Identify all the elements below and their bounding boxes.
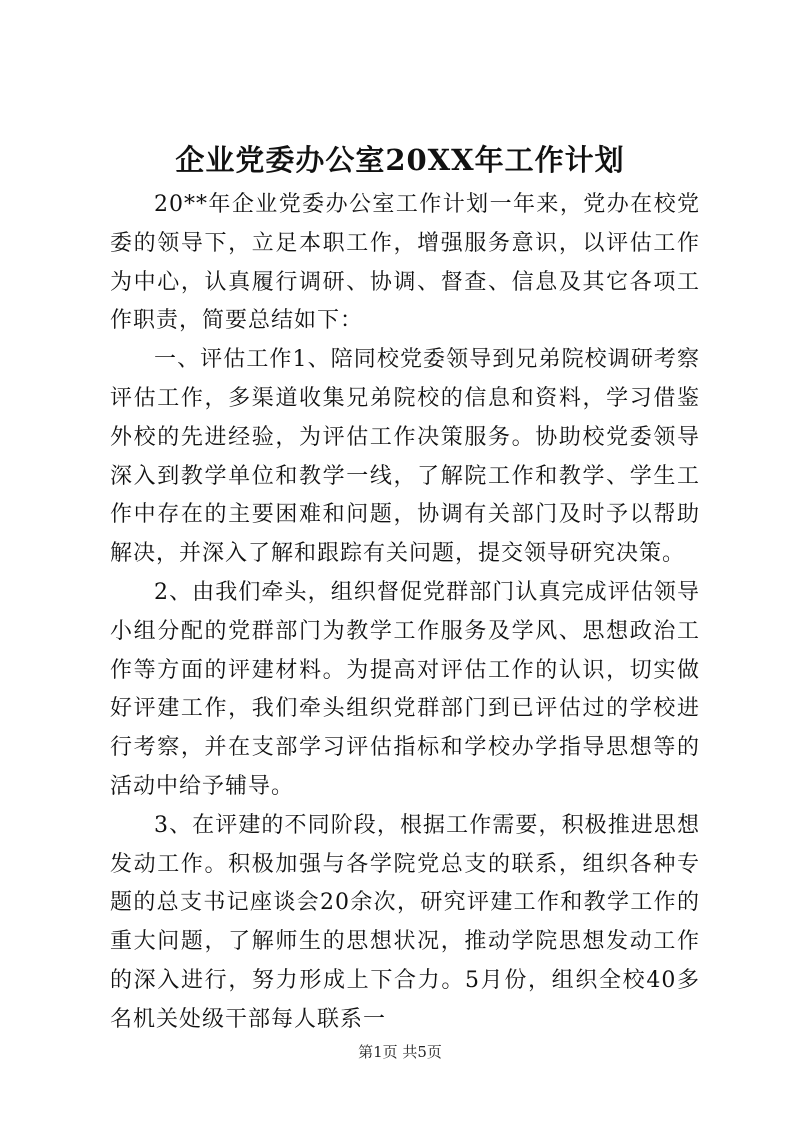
paragraph-intro: 20**年企业党委办公室工作计划一年来，党办在校党委的领导下，立足本职工作，增强服务意识，以评估工作为中心，认真履行调研、协调、督查、信息及其它各项工作职责，简要总结如下： xyxy=(110,192,700,334)
document-title: 企业党委办公室20XX年工作计划 xyxy=(175,143,625,177)
document-body xyxy=(110,186,700,1040)
paragraph-section-1: 一、评估工作1、陪同校党委领导到兄弟院校调研考察评估工作，多渠道收集兄弟院校的信息和资料，学习借鉴外校的先进经验，为评估工作决策服务。协助校党委领导深入到教学单位和教学一线，了解院工作和教学、学生工作中存在的主要困难和问题，协调有关部门及时予以帮助解决，并深入了解和跟踪有关问题，提交领导研究决策。 xyxy=(110,347,700,567)
paragraph-section-3: 3、在评建的不同阶段，根据工作需要，积极推进思想发动工作。积极加强与各学院党总支的联系，组织各种专题的总支书记座谈会20余次，研究评建工作和教学工作的重大问题，了解师生的思想状况，推动学院思想发动工作的深入进行，努力形成上下合力。5月份，组织全校40多名机关处级干部每人联系一 xyxy=(110,812,700,1032)
paragraph-section-2: 2、由我们牵头，组织督促党群部门认真完成评估领导小组分配的党群部门为教学工作服务及学风、思想政治工作等方面的评建材料。为提高对评估工作的认识，切实做好评建工作，我们牵头组织党群部门到已评估过的学校进行考察，并在支部学习评估指标和学校办学指导思想等的活动中给予辅导。 xyxy=(110,579,700,799)
page-footer: 第1页 共5页 xyxy=(358,1043,442,1061)
